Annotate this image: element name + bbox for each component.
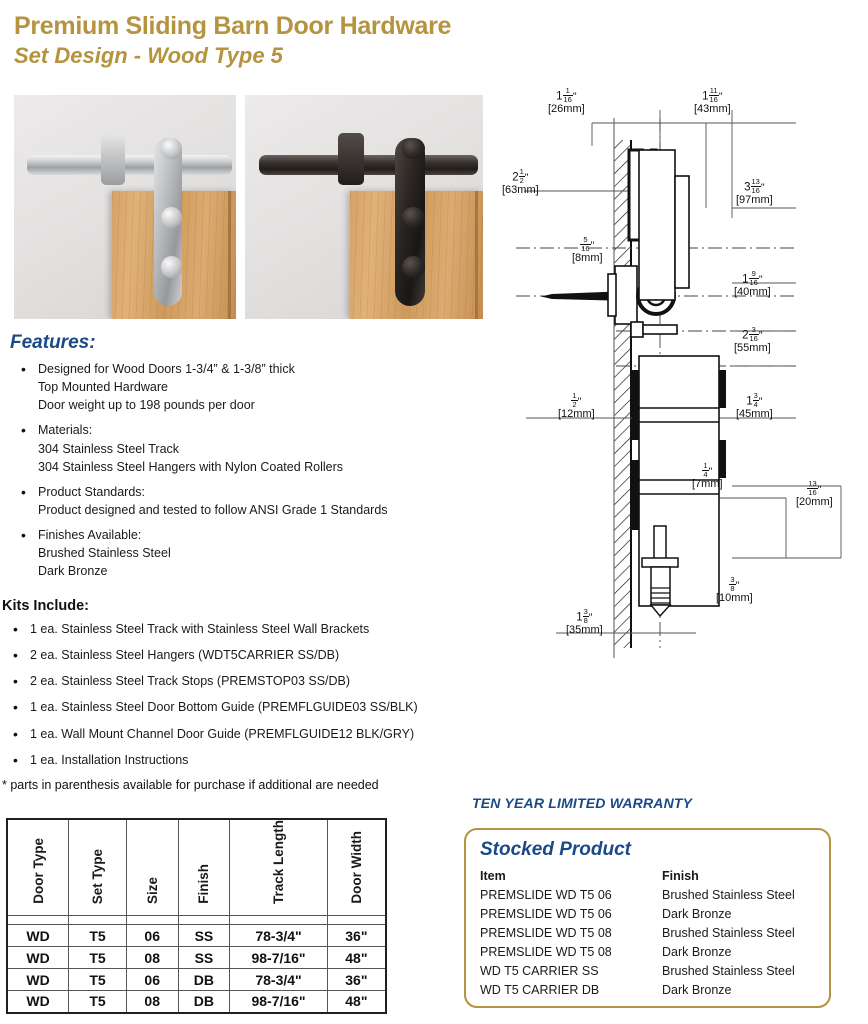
column-header-door-type: Door Type [7,819,69,916]
dimension-26mm: 1 $\frac{1}{16}$ " [26mm] [548,86,585,116]
feature-item [10,421,450,475]
axle-bolt [631,322,677,337]
feature-line: Top Mounted Hardware [38,380,168,395]
feature-line: Dark Bronze [38,564,108,579]
dimension-40mm: 1 $\frac{9}{16}$ " [40mm] [734,269,771,299]
kit-item: • 1 ea. Wall Mount Channel Door Guide (PREMFLGUIDE12 BLK/GRY) [2,725,452,743]
kit-item: • 1 ea. Stainless Steel Track with Stainless Steel Wall Brackets [2,620,452,638]
features-heading: Features: [10,332,96,353]
feature-line: • Designed for Wood Doors 1-3/4” & 1-3/8” thick [38,362,295,376]
stocked-item: PREMSLIDE WD T5 06 [480,888,612,902]
kit-item: • 2 ea. Stainless Steel Hangers (WDT5CARRIER SS/DB) [2,646,452,664]
cell-door-type: WD [7,947,69,969]
dimension-45mm: 1 $\frac{3}{4}$ " [45mm] [736,391,773,421]
table-row [7,925,386,947]
cell-track-length: 78-3/4" [230,925,327,947]
stocked-finish: Brushed Stainless Steel [662,888,795,902]
brushed-stainless-steel-hardware-photo [14,95,236,319]
feature-line: • Materials: [38,423,93,438]
stocked-item: PREMSLIDE WD T5 06 [480,907,612,921]
dimension-20mm: $\frac{13}{16}$ " [20mm] [796,479,833,509]
photo-track-rail [259,155,478,174]
dimension-35mm: 1 $\frac{3}{8}$ " [35mm] [566,607,603,637]
feature-line: Brushed Stainless Steel [38,546,171,561]
cell-door-width: 48" [327,991,386,1013]
feature-line: Product designed and tested to follow ANSI Grade 1 Standards [38,502,388,517]
table-spacer-row [7,916,386,925]
photo-roller-wheel-mid [161,207,182,228]
stocked-header-finish: Finish [662,869,699,883]
column-header-door-width: Door Width [327,819,386,916]
drawing-svg [496,88,868,668]
dimension-8mm: $\frac{5}{16}$ " [8mm] [572,235,603,265]
cell-size: 06 [126,969,178,991]
page-header [14,12,534,70]
feature-line: Door weight up to 198 pounds per door [38,398,255,413]
dimension-63mm: 2 $\frac{1}{2}$ " [63mm] [502,167,539,197]
cell-door-width: 48" [327,947,386,969]
kit-item: • 1 ea. Installation Instructions [2,751,452,769]
cell-finish: DB [178,991,230,1013]
table-row [7,947,386,969]
feature-line: • Product Standards: [38,484,146,499]
cell-track-length: 98-7/16" [230,991,327,1013]
kits-footnote: * parts in parenthesis available for purchase if additional are needed [2,778,379,792]
cell-door-width: 36" [327,925,386,947]
photo-track-rail [27,155,231,174]
cell-finish: DB [178,969,230,991]
column-header-set-type: Set Type [69,819,127,916]
table-row [7,991,386,1013]
feature-item [10,360,450,414]
dimension-10mm: $\frac{3}{8}$ " [10mm] [716,575,753,605]
cell-door-type: WD [7,925,69,947]
dimension-97mm: 3 $\frac{13}{16}$ " [97mm] [736,177,773,207]
photo-wall-bracket [338,133,364,185]
kit-item: • 2 ea. Stainless Steel Track Stops (PREMSTOP03 SS/DB) [2,672,452,690]
column-header-finish: Finish [178,819,230,916]
stocked-finish: Brushed Stainless Steel [662,926,795,940]
dark-bronze-hardware-photo [245,95,483,319]
photo-roller-wheel-top [402,138,425,159]
technical-drawing [496,88,868,668]
stocked-finish: Dark Bronze [662,945,732,959]
features-list [10,360,450,580]
stocked-product-list [480,867,815,1000]
wall-bracket [608,266,637,324]
cell-track-length: 98-7/16" [230,947,327,969]
kits-include-heading: Kits Include: [2,598,90,614]
cell-track-length: 78-3/4" [230,969,327,991]
cell-set-type: T5 [69,969,127,991]
kits-include-list [2,620,452,777]
stocked-product-title: Stocked Product [480,839,631,860]
stocked-item: PREMSLIDE WD T5 08 [480,945,612,959]
cell-set-type: T5 [69,925,127,947]
column-header-track-length: Track Length [230,819,327,916]
hanger-strap [639,150,719,606]
feature-item [10,483,450,519]
cell-finish: SS [178,947,230,969]
page-subtitle: Set Design - Wood Type 5 [14,43,283,68]
warranty-text: TEN YEAR LIMITED WARRANTY [472,795,693,811]
table-header-row [7,819,386,916]
photo-roller-wheel-bottom [161,256,182,277]
column-header-size: Size [126,819,178,916]
photo-roller-wheel-bottom [402,256,425,277]
cell-door-type: WD [7,991,69,1013]
cell-size: 06 [126,925,178,947]
photo-roller-wheel-mid [402,207,425,228]
photo-wall-bracket [101,133,125,185]
features-section [10,332,450,587]
stocked-header-item: Item [480,869,506,883]
dimension-7mm: $\frac{1}{4}$ " [7mm] [692,461,723,491]
stocked-finish: Brushed Stainless Steel [662,964,795,978]
kit-item: • 1 ea. Stainless Steel Door Bottom Guide (PREMFLGUIDE03 SS/BLK) [2,698,452,716]
cell-size: 08 [126,991,178,1013]
stocked-finish: Dark Bronze [662,907,732,921]
specification-table [6,818,387,1014]
feature-item [10,526,450,580]
cell-door-width: 36" [327,969,386,991]
cell-door-type: WD [7,969,69,991]
stocked-item: WD T5 CARRIER SS [480,964,599,978]
table-row [7,969,386,991]
stocked-product-box [464,828,831,1008]
dimension-12mm: $\frac{1}{2}$ " [12mm] [558,391,595,421]
photo-roller-wheel-top [161,138,182,159]
page-title: Premium Sliding Barn Door Hardware [14,12,452,40]
cell-finish: SS [178,925,230,947]
dimension-55mm: 2 $\frac{3}{16}$ " [55mm] [734,325,771,355]
cell-set-type: T5 [69,947,127,969]
stocked-item: WD T5 CARRIER DB [480,983,600,997]
stocked-finish: Dark Bronze [662,983,732,997]
feature-line: 304 Stainless Steel Hangers with Nylon Coated Rollers [38,459,344,474]
stocked-item: PREMSLIDE WD T5 08 [480,926,612,940]
dimension-43mm: 1 $\frac{11}{16}$ " [43mm] [694,86,731,116]
feature-line: 304 Stainless Steel Track [38,441,180,456]
feature-line: • Finishes Available: [38,528,142,542]
cell-set-type: T5 [69,991,127,1013]
cell-size: 08 [126,947,178,969]
